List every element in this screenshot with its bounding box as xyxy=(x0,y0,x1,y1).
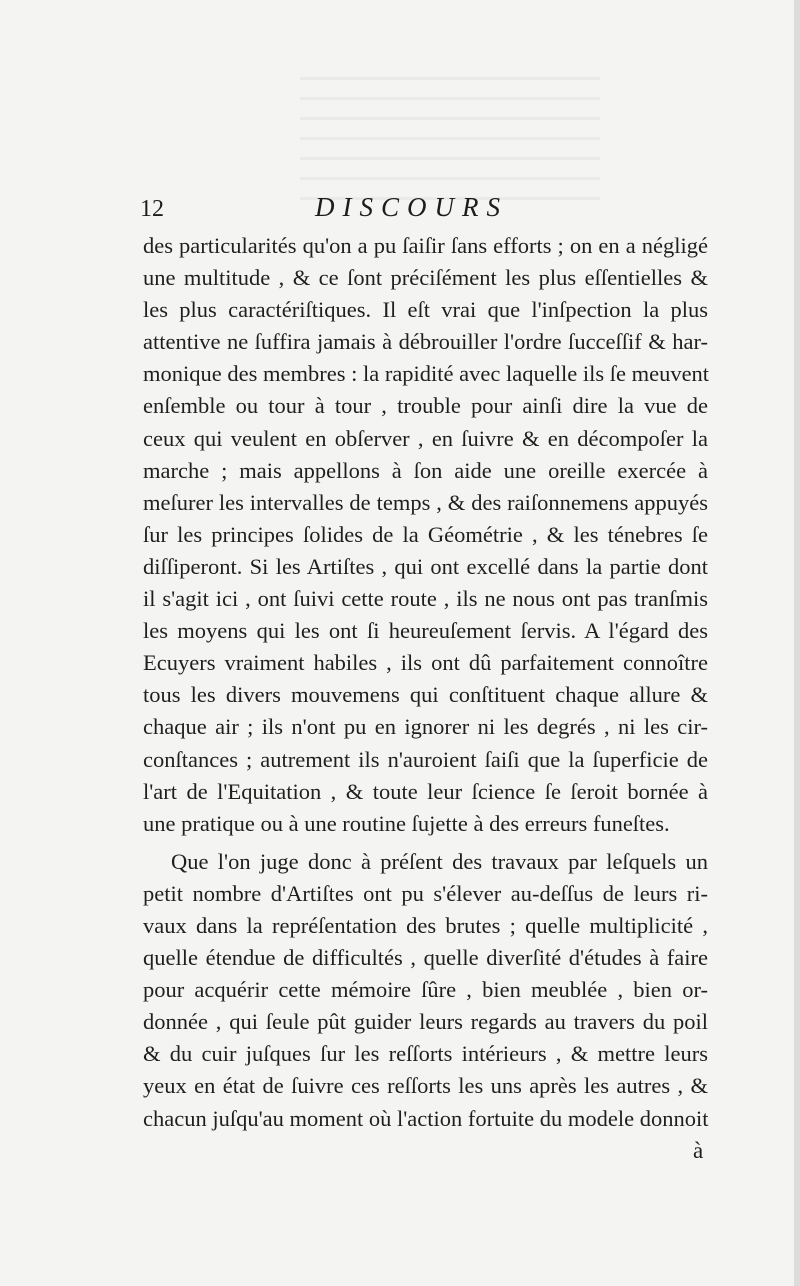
text-line: une pratique ou à une routine ſujette à des erreurs funeſtes. xyxy=(143,810,670,836)
text-line: attentive ne ſuffira jamais à débrouiller l'ordre ſucceſſif & har- xyxy=(143,329,708,355)
text-line: tous les divers mouvemens qui conſtituent chaque allure & xyxy=(143,682,708,708)
text-line: yeux en état de ſuivre ces reſſorts les uns après les autres , & xyxy=(143,1073,708,1099)
text-line: enſemble ou tour à tour , trouble pour ainſi dire la vue de xyxy=(143,393,708,419)
page-number: 12 xyxy=(140,196,164,222)
text-line: donnée , qui ſeule pût guider leurs regards au travers du poil xyxy=(143,1009,708,1035)
text-line: ceux qui veulent en obſerver , en ſuivre & en décompoſer la xyxy=(143,425,708,451)
text-line: les moyens qui les ont ſi heureuſement ſervis. A l'égard des xyxy=(143,618,708,644)
text-line: Que l'on juge donc à préſent des travaux par leſquels un xyxy=(171,848,708,874)
text-line: chaque air ; ils n'ont pu en ignorer ni les degrés , ni les cir- xyxy=(143,714,708,740)
text-line: les plus caractériſtiques. Il eſt vrai que l'inſpection la plus xyxy=(143,297,708,323)
text-line: une multitude , & ce ſont préciſément les plus eſſentielles & xyxy=(143,265,708,291)
catchword: à xyxy=(693,1138,704,1163)
text-line: & du cuir juſques ſur les reſſorts intérieurs , & mettre leurs xyxy=(143,1041,708,1067)
text-line: l'art de l'Equitation , & toute leur ſcience ſe ſeroit bornée à xyxy=(143,778,708,804)
text-line: vaux dans la repréſentation des brutes ; quelle multiplicité , xyxy=(143,912,708,938)
text-line: diſſiperont. Si les Artiſtes , qui ont excellé dans la partie dont xyxy=(143,553,708,579)
text-line: quelle étendue de difficultés , quelle diverſité d'études à faire xyxy=(143,945,708,971)
body-text xyxy=(143,230,708,1135)
text-line: des particularités qu'on a pu ſaiſir ſans efforts ; on en a négligé xyxy=(143,233,708,258)
page-edge-shadow xyxy=(794,0,800,1286)
show-through-text xyxy=(300,70,600,200)
text-line: petit nombre d'Artiſtes ont pu s'élever au-deſſus de leurs ri- xyxy=(143,880,708,906)
text-line: il s'agit ici , ont ſuivi cette route , ils ne nous ont pas tranſmis xyxy=(143,586,708,612)
text-line: Ecuyers vraiment habiles , ils ont dû parfaitement connoître xyxy=(143,650,708,676)
text-line: ſur les principes ſolides de la Géométrie , & les ténebres ſe xyxy=(143,521,708,547)
text-line: pour acquérir cette mémoire ſûre , bien meublée , bien or- xyxy=(143,977,708,1003)
text-line: marche ; mais appellons à ſon aide une oreille exercée à xyxy=(143,457,708,483)
running-head: DISCOURS xyxy=(315,192,508,222)
text-line: monique des membres : la rapidité avec laquelle ils ſe meuvent xyxy=(143,361,710,387)
page-header xyxy=(140,192,680,232)
text-line: conſtances ; autrement ils n'auroient ſaiſi que la ſuperficie de xyxy=(143,746,708,772)
paragraph-2 xyxy=(143,846,708,1135)
text-line: chacun juſqu'au moment où l'action fortuite du modele donnoit xyxy=(143,1105,709,1131)
text-line: meſurer les intervalles de temps , & des raiſonnemens appuyés xyxy=(143,489,708,515)
paragraph-1 xyxy=(143,230,708,840)
